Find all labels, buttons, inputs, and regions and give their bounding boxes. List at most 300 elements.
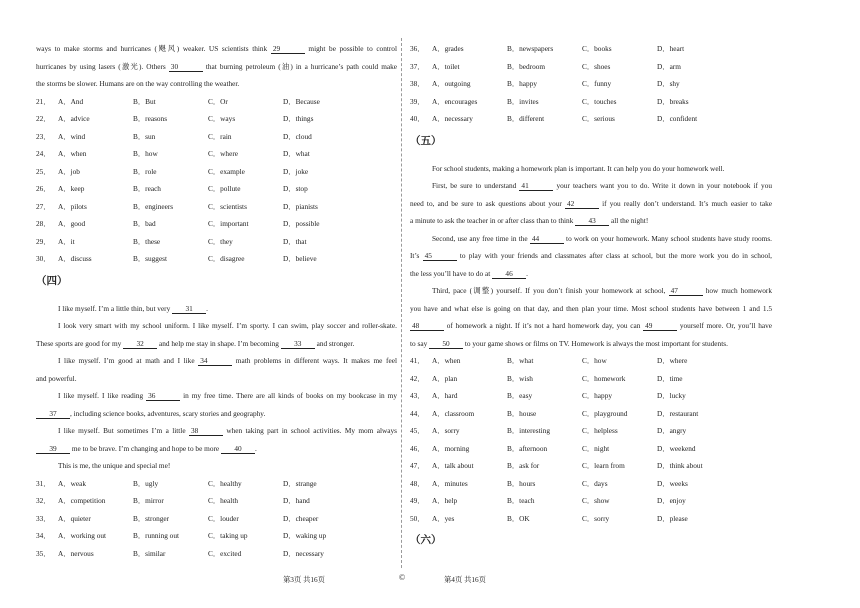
option-b: B．similar [133,548,166,558]
option-c: C．how [582,356,607,365]
text-segment: the storms be slower. Humans are on the way controlling the weather. [36,79,240,88]
option-d: D．confident [657,114,698,123]
text-segment: if you really don’t understand. It’s much easier to take [598,198,772,208]
option-a: A．good [58,219,86,228]
option-d: D．angry [657,426,687,435]
option-c: C．scientists [208,201,247,211]
text-segment: and help me stay in shape. I’m becoming [157,338,281,348]
text-segment: These sports are good for my [36,338,124,348]
text-line [36,387,397,405]
option-b: B．wish [507,373,533,383]
option-d: D．pianists [283,201,318,211]
option-row [410,58,772,76]
option-choices [36,475,363,493]
option-a: A．plan [432,373,458,383]
text-segment: to play with your friends and classmates after class at school, but the more work you do in school, [456,251,772,260]
answer-blank: 44 [530,235,564,244]
option-choices [410,440,737,458]
option-c: C．ways [208,114,236,123]
text-segment: ways to make storms and hurricanes (飓风) weaker. US scientists think [36,44,271,53]
text-line [36,58,397,76]
option-row [410,75,772,93]
question-number-label: 48． [410,478,425,488]
option-c: C．homework [582,373,626,383]
option-d: D．restaurant [657,408,699,418]
option-a: A．when [432,356,461,365]
option-a: A．yes [432,513,455,523]
text-line [36,40,397,58]
option-d: D．what [283,149,310,158]
option-choices [410,58,737,76]
option-row [36,492,397,510]
text-segment: yourself more. Or, you’ll have [677,321,772,330]
option-a: A．morning [432,443,470,453]
question-number-label: 36． [410,44,425,53]
option-choices [36,93,363,111]
option-choices [410,75,737,93]
option-d: D．necessary [283,548,324,558]
option-choices [36,163,363,181]
option-a: A．weak [58,478,86,488]
text-segment: a minute to ask the teacher in or after class than to think [410,216,576,225]
question-number-label: 50． [410,513,425,523]
answer-blank: 30 [169,63,203,72]
option-a: A．talk about [432,461,474,470]
page-footer-right: 第4页 共16页 [444,575,486,584]
answer-blank: 33 [281,340,315,349]
option-d: D．things [283,114,314,123]
text-line [410,177,772,195]
option-choices [410,352,737,370]
question-number-label: 27． [36,201,51,211]
text-line [36,75,397,93]
option-c: C．happy [582,391,612,400]
question-number-label: 32． [36,496,51,505]
answer-blank: 34 [198,357,232,366]
page-footer-left: 第3页 共16页 [283,575,325,584]
text-segment: you have and what else is going on that day, and then plan your time. Most school students have between 1 and 1.5 [410,303,772,313]
text-line [36,300,397,318]
option-choices [36,545,363,563]
option-row [36,215,397,233]
option-choices [36,215,363,233]
option-c: C．disagree [208,254,245,263]
option-row [36,180,397,198]
question-number-label: 28． [36,219,51,228]
question-number-label: 49． [410,496,425,505]
option-b: B．newspapers [507,44,554,53]
text-segment: . [206,303,208,313]
option-c: C．sorry [582,513,610,523]
answer-blank: 32 [123,340,157,349]
option-a: A．working out [58,531,107,540]
option-row [410,440,772,458]
answer-blank: 41 [519,182,553,191]
option-d: D．believe [283,254,317,263]
answer-blank: 40 [221,445,255,454]
answer-blank: 48 [410,322,444,331]
question-number-label: 41． [410,356,425,365]
option-row [410,40,772,58]
option-choices [36,145,363,163]
text-segment: to work on your homework. Many school students have study rooms. [563,233,772,243]
option-a: A．discuss [58,254,92,263]
option-d: D．time [657,373,683,383]
option-d: D．stop [283,184,308,193]
answer-blank: 37 [36,410,70,419]
answer-blank: 45 [423,252,457,261]
option-a: A．nervous [58,548,94,558]
option-row [410,370,772,388]
text-segment: me to be brave. I’m changing and hope to be more [70,443,221,453]
option-c: C．night [582,443,610,453]
option-a: A．grades [432,44,464,53]
option-b: B．bad [133,219,156,228]
option-choices [410,405,737,423]
question-number-label: 40． [410,114,425,123]
option-a: A．competition [58,496,106,505]
option-choices [410,510,737,528]
option-c: C．touches [582,96,617,106]
option-a: A．keep [58,184,85,193]
answer-blank: 31 [172,305,206,314]
option-c: C．louder [208,513,239,523]
option-a: A．hard [432,391,458,400]
option-a: A．classroom [432,408,475,418]
option-b: B．ask for [507,461,540,470]
option-d: D．weeks [657,478,688,488]
option-a: A．And [58,96,84,106]
option-choices [410,40,737,58]
option-choices [36,233,363,251]
text-segment: Second, use any free time in the [432,233,530,243]
question-number-label: 24． [36,149,51,158]
text-line [36,440,397,458]
text-line [410,317,772,335]
answer-blank: 29 [271,45,305,54]
option-b: B．hours [507,478,536,488]
option-c: C．show [582,496,610,505]
option-b: B．sun [133,131,156,141]
option-b: B．house [507,408,537,418]
option-d: D．think about [657,461,703,470]
option-d: D．breaks [657,96,689,106]
option-c: C．where [208,149,238,158]
text-segment: First, be sure to understand [432,181,520,190]
option-a: A．when [58,149,87,158]
option-row [410,475,772,493]
option-b: B．bedroom [507,61,546,71]
option-d: D．hand [283,496,310,505]
text-segment: when taking part in school activities. My mom always [222,426,397,435]
text-segment: It’s [410,251,423,260]
option-d: D．where [657,356,688,365]
passage-3-tail [36,40,397,93]
question-number-label: 42． [410,373,425,383]
question-number-label: 44． [410,408,425,418]
question-number-label: 46． [410,443,425,453]
text-segment: the less you’ll have to do at [410,268,493,278]
option-row [410,110,772,128]
text-line [410,160,772,178]
section-6-title: （六） [410,534,442,546]
text-line [36,457,397,475]
text-line [36,335,397,353]
option-row [36,510,397,528]
text-segment: I like myself. I like reading [58,391,147,400]
option-row [36,128,397,146]
option-b: B．role [133,166,157,176]
right-column [410,40,772,557]
copyright-icon: © [399,573,406,582]
passage-4 [36,300,397,475]
option-choices [36,492,363,510]
answer-blank: 49 [643,322,677,331]
text-line [36,317,397,335]
option-row [36,233,397,251]
option-row [36,93,397,111]
question-number-label: 35． [36,548,51,558]
answer-blank: 36 [146,392,180,401]
option-choices [410,93,737,111]
option-c: C．example [208,166,245,176]
option-a: A．advice [58,114,90,123]
text-segment: Third, pace (调整) yourself. If you don’t finish your homework at school, [432,286,669,295]
option-d: D．joke [283,166,309,176]
question-number-label: 30． [36,254,51,263]
option-c: C．helpless [582,426,618,435]
text-line [36,370,397,388]
option-c: C．playground [582,408,628,418]
option-d: D．arm [657,61,681,71]
text-segment: in my free time. There are all kinds of books on my bookcase in my [180,391,397,400]
text-line [36,352,397,370]
option-a: A．help [432,496,458,505]
question-number-label: 25． [36,166,51,176]
text-segment: I like myself. I’m a little thin, but very [58,303,173,313]
option-row [36,145,397,163]
question-number-label: 31． [36,478,51,488]
option-choices [410,422,737,440]
option-c: C．learn from [582,461,625,470]
text-line [410,300,772,318]
option-b: B．different [507,114,545,123]
option-row [410,352,772,370]
option-b: B．reasons [133,114,168,123]
option-b: B．easy [507,391,533,400]
option-c: C．Or [208,96,228,106]
option-choices [36,110,363,128]
answer-blank: 43 [575,217,609,226]
option-c: C．books [582,44,612,53]
option-row [410,492,772,510]
options-21-30 [36,93,397,268]
option-b: B．what [507,356,534,365]
option-row [36,527,397,545]
option-c: C．serious [582,114,615,123]
option-a: A．pilots [58,201,87,211]
text-line [410,335,772,353]
option-choices [410,110,737,128]
option-d: D．shy [657,79,680,88]
option-d: D．please [657,513,688,523]
option-row [36,475,397,493]
option-a: A．encourages [432,96,478,106]
option-b: B．reach [133,184,161,193]
option-d: D．waking up [283,531,327,540]
option-row [36,198,397,216]
option-row [410,510,772,528]
option-c: C．rain [208,131,232,141]
option-a: A．it [58,236,75,246]
option-d: D．cloud [283,131,312,141]
option-b: B．But [133,96,156,106]
option-b: B．OK [507,513,530,523]
option-a: A．minutes [432,478,468,488]
option-row [410,422,772,440]
option-b: B．how [133,149,158,158]
option-row [410,405,772,423]
options-36-40 [410,40,772,128]
text-segment: I look very smart with my school uniform. I like myself. I’m sporty. I can swim, play soccer and roller-skate. [58,321,397,330]
option-d: D．weekend [657,443,696,453]
text-line [410,230,772,248]
option-b: B．afternoon [507,443,548,453]
option-a: A．necessary [432,114,473,123]
question-number-label: 45． [410,426,425,435]
option-a: A．quieter [58,513,91,523]
option-row [36,110,397,128]
option-choices [410,387,737,405]
option-a: A．wind [58,131,86,141]
option-b: B．ugly [133,478,159,488]
text-segment: to say [410,338,430,348]
option-c: C．shoes [582,61,611,71]
section-5-title: （五） [410,134,442,147]
question-number-label: 23． [36,131,51,141]
option-d: D．possible [283,219,320,228]
text-segment: all the night! [609,216,649,225]
option-b: B．mirror [133,496,164,505]
option-choices [410,475,737,493]
options-41-50 [410,352,772,527]
question-number-label: 29． [36,236,51,246]
option-c: C．pollute [208,184,241,193]
text-segment: and powerful. [36,373,77,383]
option-a: A．sorry [432,426,460,435]
option-b: B．running out [133,531,180,540]
text-segment: your teachers want you to do. Write it down in your notebook if you [553,181,772,190]
option-b: B．stronger [133,513,170,523]
option-d: D．lucky [657,391,686,400]
option-c: C．excited [208,548,242,558]
option-choices [410,370,737,388]
text-segment: This is me, the unique and special me! [58,461,171,470]
answer-blank: 39 [36,445,70,454]
answer-blank: 47 [669,287,703,296]
section-4-title: （四） [36,274,68,287]
option-row [36,545,397,563]
text-segment: hurricanes by using lasers (激光). Others [36,61,169,71]
text-segment: might be possible to control [304,44,397,53]
option-d: D．enjoy [657,496,686,505]
text-segment: For school students, making a homework plan is important. It can help you do your homework well. [432,163,725,173]
answer-blank: 50 [429,340,463,349]
text-segment: I like myself. But sometimes I’m a little [58,426,189,435]
option-c: C．taking up [208,531,248,540]
question-number-label: 22． [36,114,51,123]
option-b: B．these [133,236,161,246]
option-choices [36,198,363,216]
option-a: A．outgoing [432,79,471,88]
option-c: C．funny [582,79,612,88]
option-b: B．invites [507,96,539,106]
option-b: B．happy [507,79,537,88]
option-choices [36,527,363,545]
option-choices [36,128,363,146]
option-row [410,93,772,111]
question-number-label: 33． [36,513,51,523]
text-segment: math problems in different ways. It makes me feel [232,356,397,365]
text-line [410,265,772,283]
option-row [36,163,397,181]
option-b: B．engineers [133,201,174,211]
question-number-label: 38． [410,79,425,88]
option-d: D．strange [283,478,317,488]
text-line [410,282,772,300]
answer-blank: 46 [492,270,526,279]
left-column [36,40,397,562]
options-31-35 [36,475,397,563]
text-line [410,212,772,230]
text-segment: . [526,268,528,278]
text-line [36,405,397,423]
text-line [410,247,772,265]
option-c: C．they [208,236,233,246]
option-d: D．cheaper [283,513,319,523]
option-b: B．interesting [507,426,550,435]
text-line [36,422,397,440]
option-d: D．heart [657,44,685,53]
option-row [36,250,397,268]
question-number-label: 37． [410,61,425,71]
option-row [410,387,772,405]
text-segment: , including science books, adventures, scary stories and geography. [70,408,266,418]
option-a: A．toilet [432,61,460,71]
option-choices [36,250,363,268]
option-b: B．suggest [133,254,168,263]
answer-blank: 38 [189,427,223,436]
option-c: C．days [582,478,608,488]
text-segment: I like myself. I’m good at math and I like [58,356,199,365]
text-line [410,195,772,213]
option-c: C．important [208,219,249,228]
question-number-label: 47． [410,461,425,470]
option-c: C．health [208,496,238,505]
option-choices [410,492,737,510]
option-choices [36,510,363,528]
question-number-label: 43． [410,391,425,400]
answer-blank: 42 [565,200,599,209]
column-divider [401,38,402,568]
text-segment: . [254,443,257,453]
question-number-label: 39． [410,96,425,106]
option-d: D．that [283,236,307,246]
question-number-label: 34． [36,531,51,540]
option-b: B．teach [507,496,535,505]
text-segment: that burning petroleum (油) in a hurricane’s path could make [202,61,397,71]
question-number-label: 26． [36,184,51,193]
